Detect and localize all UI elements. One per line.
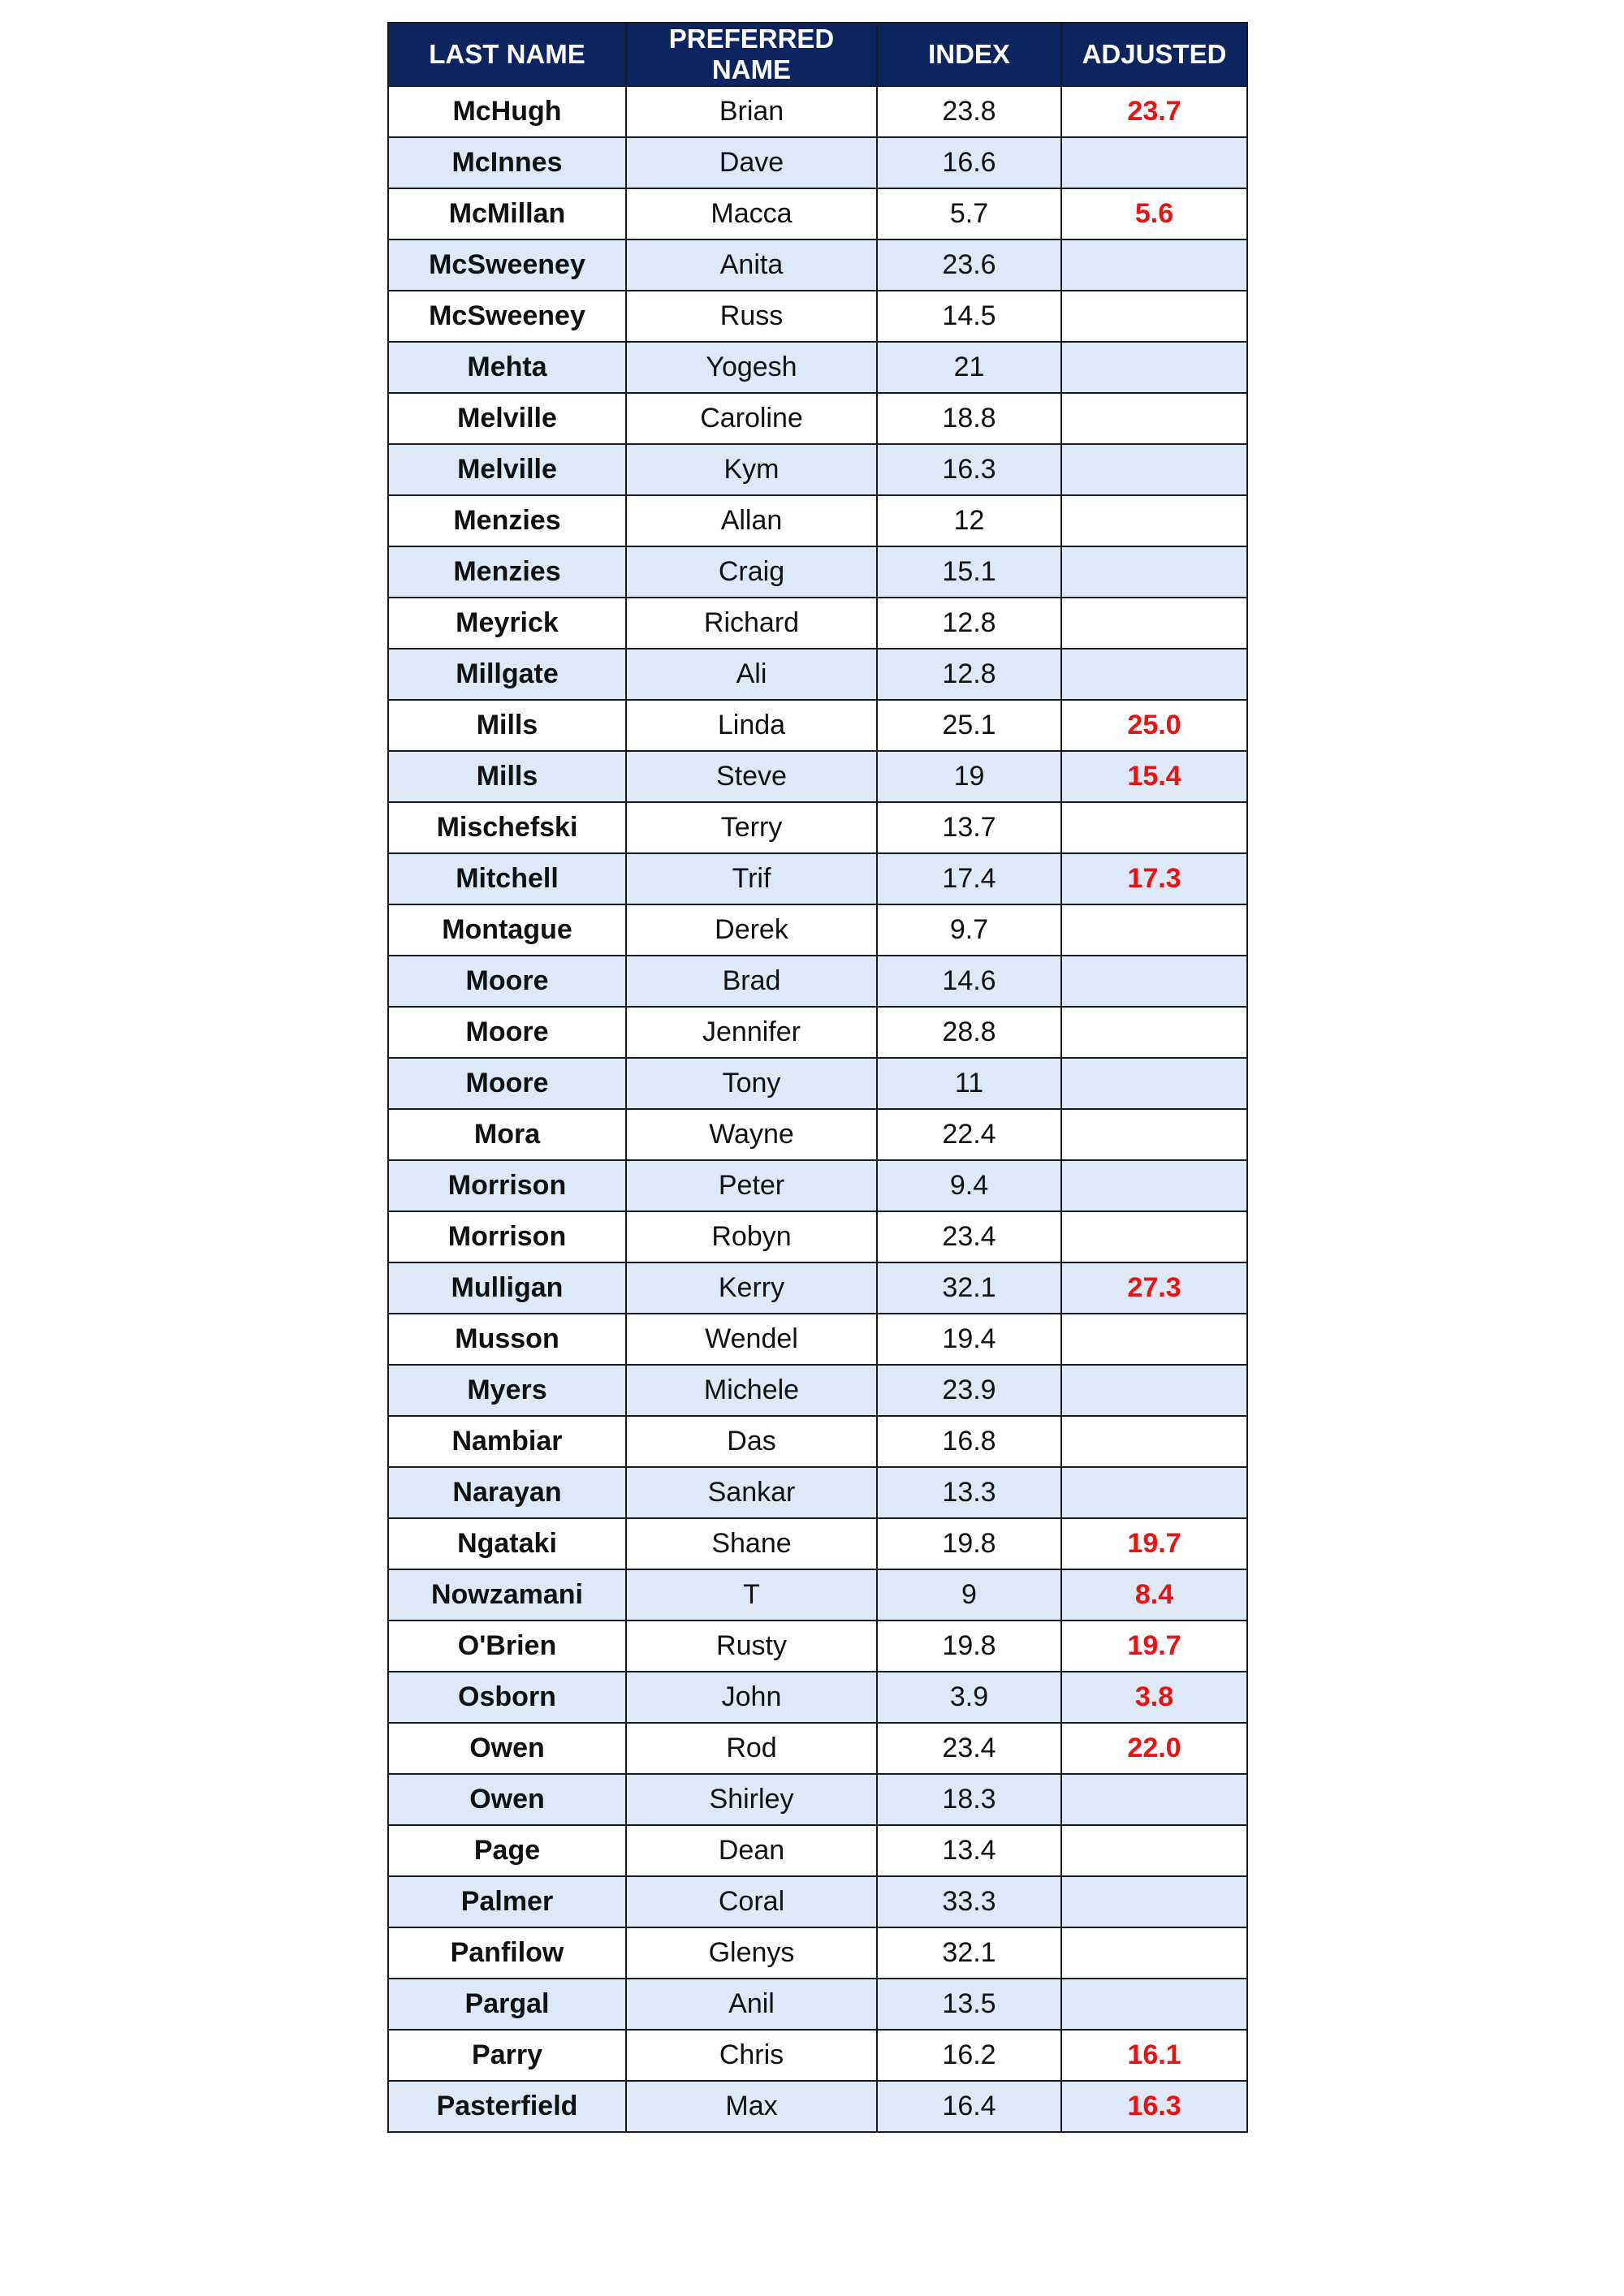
preferred-name-cell: Anil (626, 1979, 877, 2030)
adjusted-cell (1061, 649, 1247, 700)
last-name-cell: Mehta (388, 342, 626, 393)
adjusted-cell (1061, 1314, 1247, 1365)
table-row (388, 1314, 1247, 1365)
adjusted-cell (1061, 1927, 1247, 1979)
header-last-name: LAST NAME (388, 23, 626, 86)
table-row (388, 956, 1247, 1007)
table-row (388, 1672, 1247, 1723)
table-row (388, 86, 1247, 137)
preferred-name-cell: Allan (626, 495, 877, 546)
index-cell: 23.8 (877, 86, 1061, 137)
index-cell: 23.4 (877, 1211, 1061, 1262)
adjusted-cell (1061, 1416, 1247, 1467)
preferred-name-cell: Derek (626, 904, 877, 956)
preferred-name-cell: Yogesh (626, 342, 877, 393)
adjusted-cell: 5.6 (1061, 188, 1247, 240)
preferred-name-cell: Steve (626, 751, 877, 802)
table-row (388, 1979, 1247, 2030)
adjusted-cell: 27.3 (1061, 1262, 1247, 1314)
last-name-cell: Parry (388, 2030, 626, 2081)
last-name-cell: Moore (388, 956, 626, 1007)
adjusted-cell (1061, 546, 1247, 598)
adjusted-cell: 16.3 (1061, 2081, 1247, 2132)
last-name-cell: McSweeney (388, 291, 626, 342)
last-name-cell: Pargal (388, 1979, 626, 2030)
preferred-name-cell: Caroline (626, 393, 877, 444)
index-cell: 19.8 (877, 1621, 1061, 1672)
last-name-cell: Osborn (388, 1672, 626, 1723)
index-cell: 13.3 (877, 1467, 1061, 1518)
last-name-cell: McHugh (388, 86, 626, 137)
index-cell: 9.7 (877, 904, 1061, 956)
adjusted-cell: 16.1 (1061, 2030, 1247, 2081)
table-row (388, 1160, 1247, 1211)
last-name-cell: Nambiar (388, 1416, 626, 1467)
index-cell: 12 (877, 495, 1061, 546)
adjusted-cell (1061, 598, 1247, 649)
table-row (388, 1774, 1247, 1825)
index-cell: 18.3 (877, 1774, 1061, 1825)
preferred-name-cell: Russ (626, 291, 877, 342)
last-name-cell: Palmer (388, 1876, 626, 1927)
index-cell: 5.7 (877, 188, 1061, 240)
preferred-name-cell: Robyn (626, 1211, 877, 1262)
table-row (388, 291, 1247, 342)
index-cell: 16.8 (877, 1416, 1061, 1467)
index-cell: 28.8 (877, 1007, 1061, 1058)
index-cell: 9.4 (877, 1160, 1061, 1211)
adjusted-cell (1061, 495, 1247, 546)
index-cell: 16.4 (877, 2081, 1061, 2132)
preferred-name-cell: Chris (626, 2030, 877, 2081)
preferred-name-cell: Kerry (626, 1262, 877, 1314)
adjusted-cell (1061, 904, 1247, 956)
preferred-name-cell: Brad (626, 956, 877, 1007)
preferred-name-cell: Macca (626, 188, 877, 240)
table-row (388, 1825, 1247, 1876)
table-row (388, 1007, 1247, 1058)
index-cell: 16.2 (877, 2030, 1061, 2081)
adjusted-cell: 15.4 (1061, 751, 1247, 802)
header-preferred-name: PREFERRED NAME (626, 23, 877, 86)
preferred-name-cell: Anita (626, 240, 877, 291)
preferred-name-cell: Brian (626, 86, 877, 137)
preferred-name-cell: Craig (626, 546, 877, 598)
preferred-name-cell: Coral (626, 1876, 877, 1927)
table-row (388, 802, 1247, 853)
header-adjusted: ADJUSTED (1061, 23, 1247, 86)
preferred-name-cell: Glenys (626, 1927, 877, 1979)
last-name-cell: Moore (388, 1007, 626, 1058)
table-row (388, 1211, 1247, 1262)
adjusted-cell (1061, 1058, 1247, 1109)
index-cell: 9 (877, 1569, 1061, 1621)
preferred-name-cell: Das (626, 1416, 877, 1467)
adjusted-cell: 19.7 (1061, 1518, 1247, 1569)
table-row (388, 904, 1247, 956)
table-row (388, 1723, 1247, 1774)
last-name-cell: Mitchell (388, 853, 626, 904)
header-row (388, 23, 1247, 86)
table-row (388, 751, 1247, 802)
adjusted-cell: 8.4 (1061, 1569, 1247, 1621)
table-row (388, 1058, 1247, 1109)
preferred-name-cell: Linda (626, 700, 877, 751)
index-cell: 18.8 (877, 393, 1061, 444)
adjusted-cell: 19.7 (1061, 1621, 1247, 1672)
preferred-name-cell: Max (626, 2081, 877, 2132)
adjusted-cell (1061, 802, 1247, 853)
table-row (388, 2030, 1247, 2081)
preferred-name-cell: Dean (626, 1825, 877, 1876)
index-cell: 23.9 (877, 1365, 1061, 1416)
index-cell: 16.3 (877, 444, 1061, 495)
preferred-name-cell: Shane (626, 1518, 877, 1569)
index-cell: 3.9 (877, 1672, 1061, 1723)
last-name-cell: Ngataki (388, 1518, 626, 1569)
index-cell: 16.6 (877, 137, 1061, 188)
last-name-cell: Mills (388, 751, 626, 802)
last-name-cell: Nowzamani (388, 1569, 626, 1621)
preferred-name-cell: Peter (626, 1160, 877, 1211)
last-name-cell: Millgate (388, 649, 626, 700)
last-name-cell: McInnes (388, 137, 626, 188)
table-row (388, 1365, 1247, 1416)
preferred-name-cell: Tony (626, 1058, 877, 1109)
index-cell: 14.5 (877, 291, 1061, 342)
preferred-name-cell: Rusty (626, 1621, 877, 1672)
table-row (388, 853, 1247, 904)
table-row (388, 393, 1247, 444)
index-cell: 19.8 (877, 1518, 1061, 1569)
preferred-name-cell: T (626, 1569, 877, 1621)
last-name-cell: McSweeney (388, 240, 626, 291)
last-name-cell: Page (388, 1825, 626, 1876)
index-cell: 14.6 (877, 956, 1061, 1007)
adjusted-cell (1061, 956, 1247, 1007)
adjusted-cell (1061, 240, 1247, 291)
adjusted-cell (1061, 1365, 1247, 1416)
preferred-name-cell: Rod (626, 1723, 877, 1774)
adjusted-cell (1061, 1774, 1247, 1825)
last-name-cell: McMillan (388, 188, 626, 240)
preferred-name-cell: Jennifer (626, 1007, 877, 1058)
last-name-cell: Morrison (388, 1211, 626, 1262)
table-row (388, 444, 1247, 495)
last-name-cell: Menzies (388, 495, 626, 546)
table-row (388, 137, 1247, 188)
index-cell: 12.8 (877, 649, 1061, 700)
preferred-name-cell: Kym (626, 444, 877, 495)
adjusted-cell (1061, 291, 1247, 342)
table-row (388, 1518, 1247, 1569)
adjusted-cell: 25.0 (1061, 700, 1247, 751)
last-name-cell: Montague (388, 904, 626, 956)
index-cell: 19 (877, 751, 1061, 802)
index-cell: 33.3 (877, 1876, 1061, 1927)
table-row (388, 342, 1247, 393)
last-name-cell: Melville (388, 444, 626, 495)
index-cell: 15.1 (877, 546, 1061, 598)
table-row (388, 2081, 1247, 2132)
preferred-name-cell: Michele (626, 1365, 877, 1416)
index-cell: 13.5 (877, 1979, 1061, 2030)
table-row (388, 495, 1247, 546)
preferred-name-cell: Dave (626, 137, 877, 188)
index-cell: 13.7 (877, 802, 1061, 853)
index-cell: 32.1 (877, 1262, 1061, 1314)
preferred-name-cell: Shirley (626, 1774, 877, 1825)
adjusted-cell (1061, 1211, 1247, 1262)
index-cell: 17.4 (877, 853, 1061, 904)
table-row (388, 649, 1247, 700)
adjusted-cell: 23.7 (1061, 86, 1247, 137)
index-cell: 13.4 (877, 1825, 1061, 1876)
last-name-cell: Menzies (388, 546, 626, 598)
adjusted-cell (1061, 137, 1247, 188)
adjusted-cell (1061, 393, 1247, 444)
adjusted-cell (1061, 1979, 1247, 2030)
table-row (388, 700, 1247, 751)
last-name-cell: Owen (388, 1774, 626, 1825)
last-name-cell: Narayan (388, 1467, 626, 1518)
index-cell: 32.1 (877, 1927, 1061, 1979)
table-header (388, 23, 1247, 86)
index-cell: 22.4 (877, 1109, 1061, 1160)
last-name-cell: Musson (388, 1314, 626, 1365)
preferred-name-cell: Richard (626, 598, 877, 649)
preferred-name-cell: Ali (626, 649, 877, 700)
adjusted-cell (1061, 1007, 1247, 1058)
last-name-cell: Morrison (388, 1160, 626, 1211)
last-name-cell: Pasterfield (388, 2081, 626, 2132)
last-name-cell: Owen (388, 1723, 626, 1774)
last-name-cell: Melville (388, 393, 626, 444)
index-cell: 21 (877, 342, 1061, 393)
last-name-cell: Mischefski (388, 802, 626, 853)
table-row (388, 598, 1247, 649)
index-cell: 19.4 (877, 1314, 1061, 1365)
table-row (388, 240, 1247, 291)
table-row (388, 188, 1247, 240)
handicap-sheet (387, 22, 1246, 2133)
preferred-name-cell: Terry (626, 802, 877, 853)
last-name-cell: Mills (388, 700, 626, 751)
last-name-cell: Myers (388, 1365, 626, 1416)
last-name-cell: O'Brien (388, 1621, 626, 1672)
last-name-cell: Panfilow (388, 1927, 626, 1979)
table-body (388, 86, 1247, 2132)
adjusted-cell: 3.8 (1061, 1672, 1247, 1723)
preferred-name-cell: Sankar (626, 1467, 877, 1518)
adjusted-cell (1061, 1467, 1247, 1518)
preferred-name-cell: Wayne (626, 1109, 877, 1160)
index-cell: 23.6 (877, 240, 1061, 291)
adjusted-cell (1061, 1109, 1247, 1160)
adjusted-cell (1061, 1160, 1247, 1211)
preferred-name-cell: John (626, 1672, 877, 1723)
table-row (388, 1569, 1247, 1621)
adjusted-cell (1061, 444, 1247, 495)
table-row (388, 546, 1247, 598)
index-cell: 12.8 (877, 598, 1061, 649)
last-name-cell: Moore (388, 1058, 626, 1109)
adjusted-cell: 22.0 (1061, 1723, 1247, 1774)
index-cell: 23.4 (877, 1723, 1061, 1774)
last-name-cell: Mora (388, 1109, 626, 1160)
table-row (388, 1621, 1247, 1672)
table-row (388, 1467, 1247, 1518)
table-row (388, 1109, 1247, 1160)
header-index: INDEX (877, 23, 1061, 86)
index-cell: 11 (877, 1058, 1061, 1109)
adjusted-cell (1061, 342, 1247, 393)
last-name-cell: Meyrick (388, 598, 626, 649)
table-row (388, 1262, 1247, 1314)
last-name-cell: Mulligan (388, 1262, 626, 1314)
preferred-name-cell: Trif (626, 853, 877, 904)
table-row (388, 1927, 1247, 1979)
handicap-table (387, 22, 1248, 2133)
preferred-name-cell: Wendel (626, 1314, 877, 1365)
adjusted-cell (1061, 1876, 1247, 1927)
index-cell: 25.1 (877, 700, 1061, 751)
table-row (388, 1876, 1247, 1927)
table-row (388, 1416, 1247, 1467)
adjusted-cell (1061, 1825, 1247, 1876)
adjusted-cell: 17.3 (1061, 853, 1247, 904)
